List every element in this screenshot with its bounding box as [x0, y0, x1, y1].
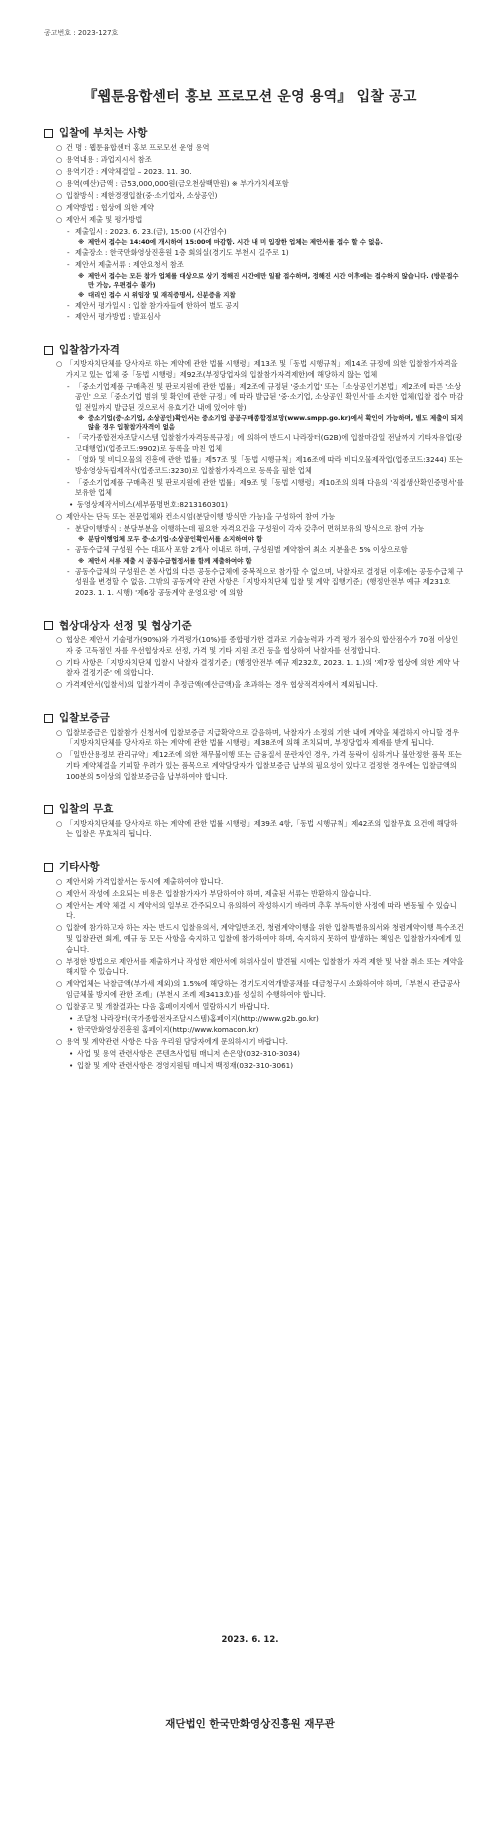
checkbox-square-icon	[44, 714, 53, 723]
section-heading	[44, 862, 464, 873]
note-item: ※ 분담이행업체 모두 중·소기업·소상공인확인서를 소지하여야 함	[78, 535, 464, 544]
sub-item: - 제출일시 : 2023. 6. 23.(금), 15:00 (시간엄수)	[66, 227, 464, 238]
section-heading	[44, 713, 464, 724]
announcement-body	[44, 128, 464, 1071]
issuing-organization: 재단법인 한국만화영상진흥원 재무관	[165, 1718, 335, 1730]
note-item: ※ 중소기업(중·소기업, 소상공인)확인서는 중소기업 공공구매종합정보망(www.smpp.go.kr)에서 확인이 가능하며, 별도 제출이 되지 않을 경우 입찰참가자격이 없음	[78, 414, 464, 432]
sub-item: - 「영화 및 비디오물의 진흥에 관한 법률」제57조 및「동법 시행규칙」제16조에 따라 비디오물제작업(업종코드:3244) 또는 방송영상독립제작사(업종코드:3230)로 입찰참가자격으로 등록을 필한 업체	[66, 455, 464, 476]
section-heading-text: 입찰보증금	[59, 712, 110, 725]
bullet-item: • 동영상제작서비스(세부품명번호:8213160301)	[68, 500, 464, 511]
list-item: ○ 제안서 제출 및 평가방법	[56, 215, 464, 226]
list-item: ○ 제안서 작성에 소요되는 비용은 입찰참가자가 부담하여야 하며, 제출된 서류는 반환하지 않습니다.	[56, 889, 464, 900]
list-item: ○ 계약업체는 낙찰금액(부가세 제외)의 1.5%에 해당하는 경기도지역개발공채를 대금청구시 소화하여야 하며,「부천시 관급공사 임금체불 방지에 관한 조례」(부천시 조례 제3413호)를 성실히 수행하여야 합니다.	[56, 979, 464, 1000]
bullet-item: • 사업 및 용역 관련사항은 콘텐츠사업팀 매니저 손은양(032-310-3034)	[68, 1049, 464, 1060]
list-item: ○ 「지방자치단체를 당사자로 하는 계약에 관한 법률 시행령」제39조 4항,「동법 시행규칙」제42조의 입찰무효 요건에 해당하는 입찰은 무효처리 됩니다.	[56, 819, 464, 840]
list-item: ○ 「지방자치단체를 당사자로 하는 계약에 관한 법률 시행령」제13조 및「동법 시행규칙」제14조 규정에 의한 입찰참가자격을 가지고 있는 업체 중「동법 시행령」제92조(부정당업자의 입찰참가자격제한)에 해당하지 않는 업체	[56, 359, 464, 380]
note-item: ※ 제안서 서류 제출 시 공동수급협정서를 함께 제출하여야 함	[78, 557, 464, 566]
note-item: ※ 대리인 접수 시 위임장 및 재직증명서, 신분증을 지참	[78, 291, 464, 300]
notice-number: 공고번호 : 2023-127호	[44, 29, 119, 37]
sub-item: - 제출장소 : 한국만화영상진흥원 1층 회의실(경기도 부천시 길주로 1)	[66, 248, 464, 259]
note-item: ※ 제안서 접수는 14:40에 개시하여 15:00에 마감함. 시간 내 미 입장한 업체는 제안서를 접수 할 수 없음.	[78, 238, 464, 247]
bullet-item: • 한국만화영상진흥원 홈페이지(http://www.komacon.kr)	[68, 1025, 464, 1036]
list-item: ○ 입찰에 참가하고자 하는 자는 반드시 입찰유의서, 계약일반조건, 청렴계약이행을 위한 입찰특별유의서와 청렴계약이행 특수조건 및 입찰관련 회계, 예규 등 모든 사항을 숙지하고 입찰에 참가하여야 하며, 숙지하지 못하여 발생하는 책임은 입찰참가자에게 있습니다.	[56, 923, 464, 955]
list-item: ○ 부정한 방법으로 제안서를 제출하거나 작성한 제안서에 허위사실이 발견될 시에는 입찰참가 자격 제한 및 낙찰 취소 또는 계약을 해지할 수 있습니다.	[56, 957, 464, 978]
section-heading	[44, 345, 464, 356]
section-heading	[44, 621, 464, 632]
sub-item: - 제안서 평가방법 : 발표심사	[66, 312, 464, 323]
list-item: ○ 용역기간 : 계약체결일 – 2023. 11. 30.	[56, 167, 464, 178]
checkbox-square-icon	[44, 805, 53, 814]
bullet-item: • 입찰 및 계약 관련사항은 경영지원팀 매니저 백정재(032-310-3061)	[68, 1061, 464, 1072]
section-heading-text: 협상대상자 선정 및 협상기준	[59, 619, 192, 632]
section-heading-text: 입찰의 무효	[59, 803, 114, 816]
list-item: ○ 기타 사항은「지방자치단체 입찰시 낙찰자 결정기준」(행정안전부 예규 제232호, 2023. 1. 1.)의 '제7장 협상에 의한 계약 낙찰자 결정기준' 에 의합니다.	[56, 658, 464, 679]
list-item: ○ 「일반산용정보 관리규약」제12조에 의한 채무불이행 또는 금융질서 문란자인 경우, 가격 등락이 심하거나 불안정한 품목 또는 기타 계약체결을 기피할 우려가 있는 품목으로 계약담당자가 입찰보증금 납부의 필요성이 있다고 결정한 경우에는 입찰금액의 100분의 5이상의 입찰보증금을 납부하여야 합니다.	[56, 750, 464, 782]
list-item: ○ 계약방법 : 협상에 의한 계약	[56, 203, 464, 214]
sub-item: - 「중소기업제품 구매촉진 및 판로지원에 관한 법률」제2조에 규정된 '중소기업' 또는「소상공인기본법」제2조에 따른 '소상공인' 으로「중소기업 범위 및 확인에 관한 규정」에 따라 발급된 '중·소기업, 소상공인 확인서'를 소지한 업체(입찰 접수 마감일 전일까지 발급된 것으로서 유효기간 내에 있어야 함)	[66, 382, 464, 414]
bullet-item: • 조달청 나라장터(국가종합전자조달시스템)홈페이지(http://www.g2b.go.kr)	[68, 1014, 464, 1025]
list-item: ○ 건 명 : 웹툰융합센터 홍보 프로모션 운영 용역	[56, 143, 464, 154]
list-item: ○ 입찰보증금은 입찰참가 신청서에 입찰보증금 지급확약으로 갈음하며, 낙찰자가 소정의 기한 내에 계약을 체결하지 아니할 경우「지방자치단체를 당사자로 하는 계약에 관한 법률 시행령」제38조에 의해 조치되며, 부정당업자 제재를 받게 됩니다.	[56, 728, 464, 749]
checkbox-square-icon	[44, 621, 53, 630]
checkbox-square-icon	[44, 346, 53, 355]
list-item: ○ 용역 및 계약관련 사항은 다음 우리원 담당자에게 문의하시기 바랍니다.	[56, 1037, 464, 1048]
announcement-date: 2023. 6. 12.	[221, 1635, 279, 1645]
section-heading	[44, 804, 464, 815]
sub-item: - 제안서 평가일시 : 입찰 참가자들에 한하여 별도 공지	[66, 301, 464, 312]
sub-item: - 「국가종합전자조달시스템 입찰참가자격등록규정」에 의하여 반드시 나라장터(G2B)에 입찰마감일 전날까지 기타자유업(광고대행업)(업종코드:9902)로 등록을 마친 업체	[66, 433, 464, 454]
sub-item: - 「중소기업제품 구매촉진 및 판로지원에 관한 법률」제9조 및「동법 시행령」제10조의 의해 다음의 '직접생산확인증명서'를 보유한 업체	[66, 478, 464, 499]
list-item: ○ 제안서와 가격입찰서는 동시에 제출하여야 합니다.	[56, 877, 464, 888]
list-item: ○ 협상은 제안서 기술평가(90%)와 가격평가(10%)를 종합평가한 결과로 기술능력과 가격 평가 점수의 합산점수가 70점 이상인 자 중 고득점인 자를 우선협상자로 선정, 가격 및 기타 지원 조건 등을 협상하여 낙찰자를 선정합니다.	[56, 635, 464, 656]
list-item: ○ 제안사는 단독 또는 전문업체와 컨소시엄(분담이행 방식만 가능)을 구성하여 참여 가능	[56, 512, 464, 523]
sub-item: - 제안서 제출서류 : 제안요청서 참조	[66, 260, 464, 271]
list-item: ○ 용역내용 : 과업지시서 참조	[56, 155, 464, 166]
note-item: ※ 제안서 접수는 모든 참가 업체를 대상으로 상기 정해진 시간에만 일괄 접수하며, 정해진 시간 이후에는 접수하지 않습니다. (방문접수만 가능, 우편접수 불가)	[78, 272, 464, 290]
section-heading-text: 입찰참가자격	[59, 343, 120, 356]
sub-item: - 분담이행방식 : 분담부분을 이행하는데 필요한 자격요건을 구성원이 각자 갖추어 면허보유의 방식으로 참여 가능	[66, 524, 464, 535]
section-heading-text: 입찰에 부치는 사항	[59, 127, 148, 139]
page-title: 『웹툰융합센터 홍보 프로모션 운영 용역』 입찰 공고	[83, 89, 417, 105]
checkbox-square-icon	[44, 129, 53, 138]
list-item: ○ 제안서는 계약 체결 시 계약서의 일부로 간주되오니 유의하여 작성하시기 바라며 추후 부득이한 사정에 따라 변동될 수 있습니다.	[56, 901, 464, 922]
list-item: ○ 입찰공고 및 개찰결과는 다음 홈페이지에서 열람하시기 바랍니다.	[56, 1002, 464, 1013]
checkbox-square-icon	[44, 863, 53, 872]
sub-item: - 공동수급체 구성원 수는 대표사 포함 2개사 이내로 하며, 구성원별 계약참여 최소 지분율은 5% 이상으로함	[66, 545, 464, 556]
list-item: ○ 용역(예산)금액 : 금53,000,000원(금오천삼백만원) ※ 부가가치세포함	[56, 179, 464, 190]
list-item: ○ 가격제안서(입찰서)의 입찰가격이 추정금액(예산금액)을 초과하는 경우 협상적격자에서 제외됩니다.	[56, 680, 464, 691]
sub-item: - 공동수급체의 구성원은 본 사업의 다른 공동수급체에 중복적으로 참가할 수 없으며, 낙찰자로 결정된 이후에는 공동수급체 구성원을 변경할 수 없음. 그밖의 공동계약 관련 사항은「지방자치단체 입찰 및 계약 집행기준」(행정안전부 예규 제231호 2023. 1. 1. 시행) '제6장 공동계약 운영요령' 에 의함	[66, 567, 464, 599]
list-item: ○ 입찰방식 : 제한경쟁입찰(중·소기업자, 소상공인)	[56, 191, 464, 202]
section-heading-text: 기타사항	[59, 860, 100, 873]
section-heading	[44, 128, 464, 139]
